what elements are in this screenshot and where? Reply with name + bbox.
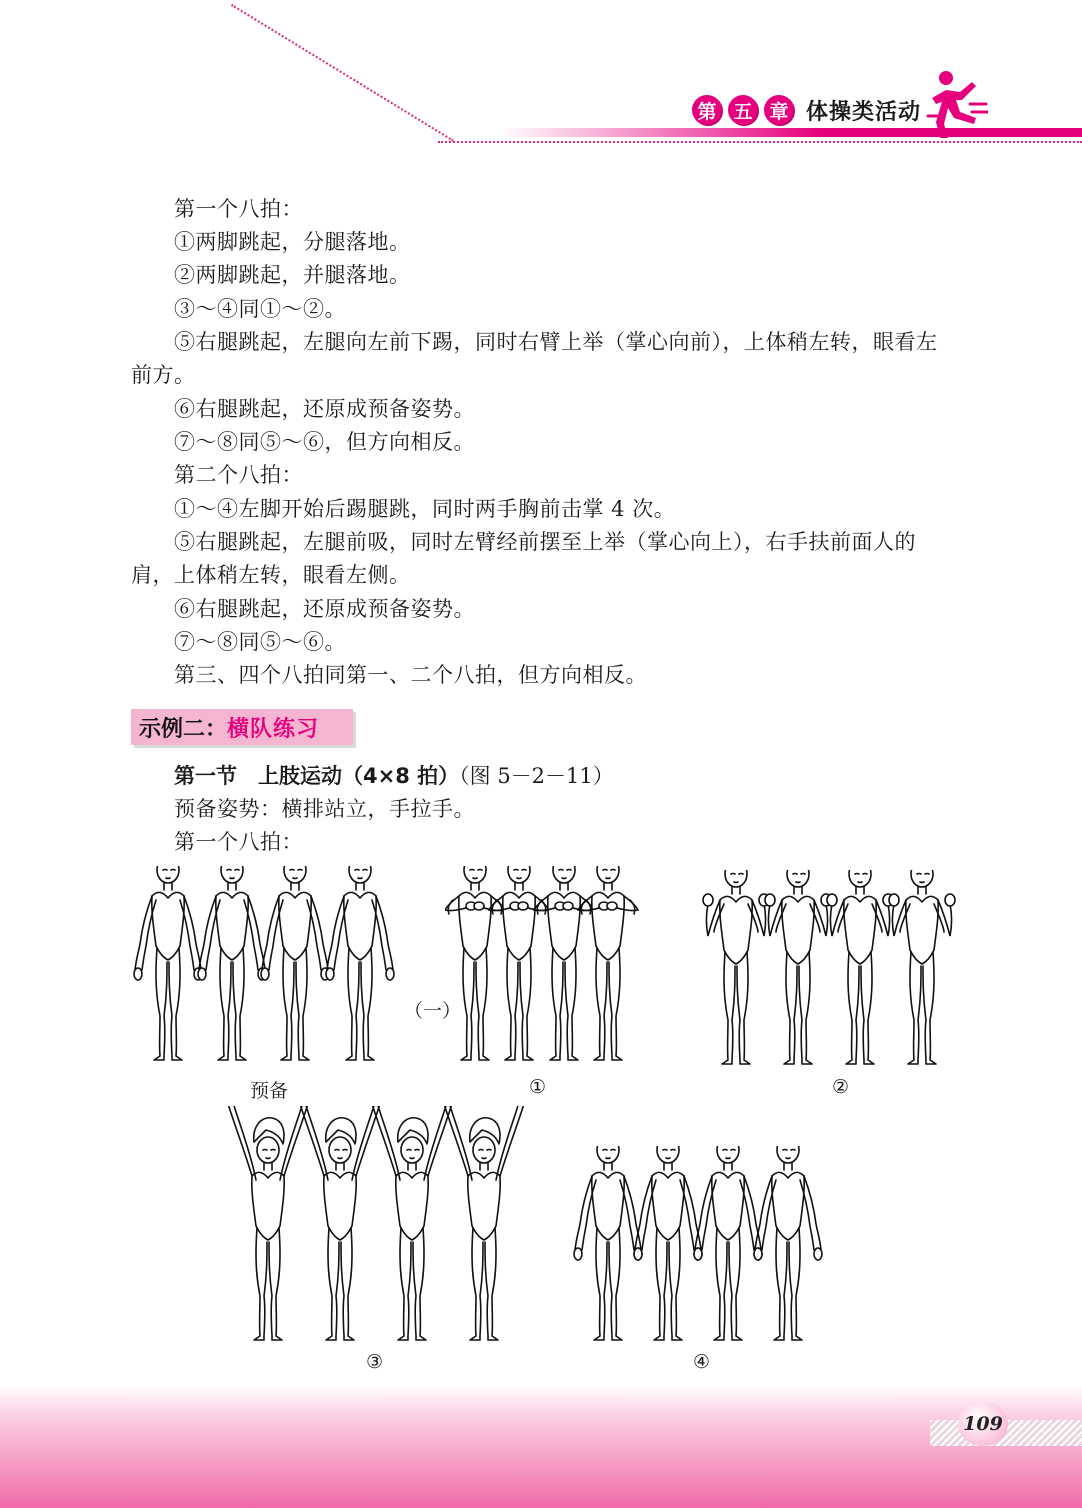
paragraph-step: ⑦～⑧同⑤～⑥。 [174, 630, 346, 654]
caption-step-1: ① [529, 1076, 547, 1098]
figure-step-2 [698, 870, 968, 1070]
first-eight-label: 第一个八拍： [174, 830, 303, 854]
chapter-header [692, 90, 921, 130]
paragraph-first-eight: 第一个八拍： [174, 197, 303, 221]
header-decor-line [438, 141, 1082, 143]
page-number: 109 [958, 1402, 1008, 1446]
paragraph-step: ③～④同①～②。 [174, 297, 346, 321]
caption-step-4: ④ [693, 1351, 711, 1373]
paragraph-step: ⑦～⑧同⑤～⑥，但方向相反。 [174, 430, 475, 454]
figure-step-4 [566, 1146, 836, 1346]
caption-step-2: ② [832, 1076, 850, 1098]
caption-ready: 预备 [250, 1080, 289, 1102]
paragraph-second-eight: 第二个八拍： [174, 463, 303, 487]
chapter-char-3: 章 [764, 95, 794, 125]
ready-pose-text: 预备姿势：横排站立，手拉手。 [174, 797, 475, 821]
header-decor-diagonal [231, 4, 454, 142]
paragraph-summary: 第三、四个八拍同第一、二个八拍，但方向相反。 [174, 663, 647, 687]
caption-step-3: ③ [366, 1351, 384, 1373]
paragraph-step: ⑥右腿跳起，还原成预备姿势。 [174, 597, 475, 621]
paragraph-step: ①两脚跳起，分腿落地。 [174, 230, 411, 254]
footer-gradient [0, 1385, 1082, 1508]
paragraph-step-cont: 肩，上体稍左转，眼看左侧。 [131, 563, 411, 587]
figure-ready-pose [130, 866, 400, 1066]
example-banner [131, 709, 353, 745]
example-label: 示例二： [139, 716, 228, 742]
paragraph-step: ⑥右腿跳起，还原成预备姿势。 [174, 397, 475, 421]
figure-step-1 [445, 866, 645, 1066]
paragraph-step: ②两脚跳起，并腿落地。 [174, 263, 411, 287]
figure-reference: （图 5－2－11） [459, 764, 614, 788]
section-heading-title: 第一节 上肢运动（4×8 拍） [174, 764, 460, 788]
paragraph-step-cont: 前方。 [131, 363, 196, 387]
paragraph-step: ①～④左脚开始后踢腿跳，同时两手胸前击掌 4 次。 [174, 497, 676, 521]
paragraph-step: ⑤右腿跳起，左腿向左前下踢，同时右臂上举（掌心向前），上体稍左转，眼看左 [174, 330, 938, 354]
example-title: 横队练习 [227, 716, 320, 742]
figure-step-3 [212, 1106, 542, 1346]
chapter-char-1: 第 [692, 95, 722, 125]
paragraph-step: ⑤右腿跳起，左腿前吸，同时左臂经前摆至上举（掌心向上），右手扶前面人的 [174, 530, 916, 554]
figure-marker: （一） [404, 1000, 462, 1022]
chapter-char-2: 五 [728, 95, 758, 125]
running-person-icon [926, 68, 988, 138]
section-heading [174, 760, 614, 793]
chapter-title: 体操类活动 [806, 98, 922, 125]
